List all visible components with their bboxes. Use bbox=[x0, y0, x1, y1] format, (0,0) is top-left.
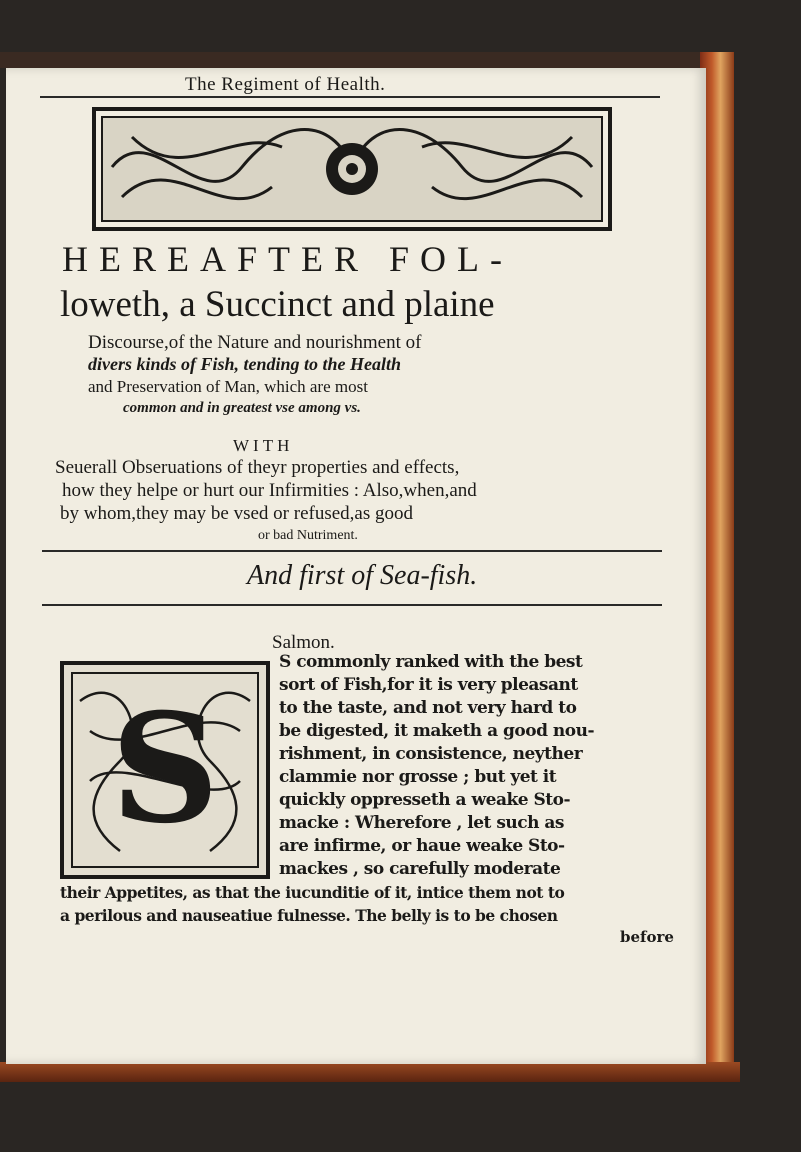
text-line-11: their Appetites, as that the iucunditie of it, intice them not to bbox=[60, 883, 565, 902]
text-line-8: macke : Wherefore , let such as bbox=[279, 813, 564, 833]
section-heading: And first of Sea-fish. bbox=[247, 560, 478, 591]
section-rule-bottom bbox=[42, 604, 662, 606]
catchword: before bbox=[620, 928, 674, 946]
title-line-3: Discourse,of the Nature and nourishment of bbox=[88, 332, 422, 353]
text-line-1: S commonly ranked with the best bbox=[279, 652, 583, 672]
page-top-edge bbox=[0, 52, 720, 68]
section-rule-top bbox=[42, 550, 662, 552]
body-line-4: or bad Nutriment. bbox=[258, 528, 358, 543]
text-line-7: quickly oppresseth a weake Sto- bbox=[279, 790, 570, 810]
header-rule bbox=[40, 96, 660, 98]
body-line-1: Seuerall Obseruations of theyr properties and effects, bbox=[55, 457, 460, 478]
text-line-10: mackes , so carefully moderate bbox=[279, 859, 561, 879]
title-line-5: and Preservation of Man, which are most bbox=[88, 377, 368, 396]
text-line-6: clammie nor grosse ; but yet it bbox=[279, 767, 557, 787]
text-line-9: are infirme, or haue weake Sto- bbox=[279, 836, 565, 856]
title-line-6: common and in greatest vse among vs. bbox=[123, 400, 361, 416]
text-line-5: rishment, in consistence, neyther bbox=[279, 744, 583, 764]
drop-cap-letter: S bbox=[110, 681, 220, 857]
title-line-4: divers kinds of Fish, tending to the Health bbox=[88, 354, 402, 374]
with-word: WITH bbox=[233, 436, 294, 455]
text-line-3: to the taste, and not very hard to bbox=[279, 698, 577, 718]
body-line-3: by whom,they may be vsed or refused,as good bbox=[60, 503, 414, 524]
fish-name: Salmon. bbox=[272, 632, 335, 653]
title-line-2: loweth, a Succinct and plaine bbox=[60, 284, 495, 325]
text-line-12: a perilous and nauseatiue fulnesse. The belly is to be chosen bbox=[60, 906, 558, 925]
text-line-4: be digested, it maketh a good nou- bbox=[279, 721, 595, 741]
decorated-initial bbox=[60, 661, 270, 879]
text-line-2: sort of Fish,for it is very pleasant bbox=[279, 675, 578, 695]
running-head: The Regiment of Health. bbox=[185, 74, 386, 95]
headpiece-ornament bbox=[92, 107, 612, 231]
body-line-2: how they helpe or hurt our Infirmities : Also,when,and bbox=[62, 480, 477, 501]
book-bottom-edge bbox=[0, 1062, 740, 1082]
title-caps: HEREAFTER FOL- bbox=[62, 239, 513, 279]
